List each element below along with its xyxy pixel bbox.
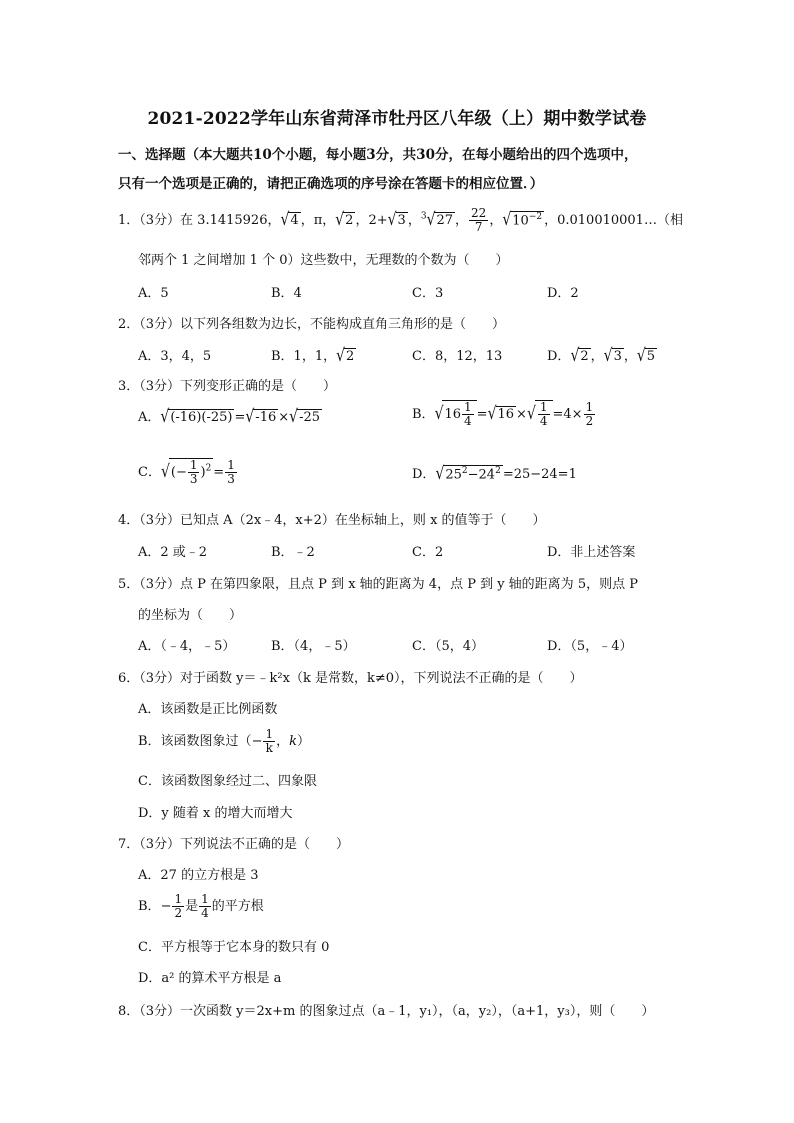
q3-option-d[interactable]: D．$√25^2-24^2 =25-24=1$ [412,464,577,484]
q6-option-b[interactable]: B．该函数图象过（− $\frac{1}{k}$ ，k） [138,727,311,755]
q1-option-b[interactable]: B．4 [271,286,302,301]
q4-option-c[interactable]: C．2 [412,545,444,560]
q7-option-a[interactable]: A．27 的立方根是 3 [138,868,259,883]
q4-option-d[interactable]: D．非上述答案 [547,545,636,560]
question-5-line2: 的坐标为（ ） [138,608,243,623]
question-4: 4．（3分）已知点 A（2x﹣4，x+2）在坐标轴上，则 x 的值等于（ ） [118,513,546,528]
q2-option-c[interactable]: C．8，12，13 [412,349,503,364]
page-title: 2021-2022学年山东省菏泽市牡丹区八年级（上）期中数学试卷 [147,109,647,129]
question-6: 6．（3分）对于函数 y＝﹣k²x（k 是常数，k≠0），下列说法不正确的是（ ） [118,671,583,686]
section-heading-line2: 只有一个选项是正确的，请把正确选项的序号涂在答题卡的相应位置．） [118,176,544,192]
q2-option-b[interactable]: B．1，1，√2 [271,346,355,366]
q4-option-a[interactable]: A．2 或﹣2 [138,545,208,560]
math-sqrt3: √3 [387,210,406,230]
question-5: 5．（3分）点 P 在第四象限，且点 P 到 x 轴的距离为 4，点 P 到 y 轴的距离为 5，则点 P [118,577,638,592]
q5-option-b[interactable]: B．（4，﹣5） [271,639,356,654]
q6-option-d[interactable]: D．y 随着 x 的增大而增大 [138,806,293,821]
q5-option-d[interactable]: D．（5，﹣4） [547,639,633,654]
math-sqrt4: √4 [280,210,299,230]
q5-option-a[interactable]: A．（﹣4，﹣5） [138,639,236,654]
question-8: 8．（3分）一次函数 y＝2x+m 的图象过点（a﹣1，y₁），（a，y₂），（a+1，y₃），则（ ） [118,1004,655,1019]
q5-option-c[interactable]: C．（5，4） [412,639,484,654]
q2-option-d[interactable]: D．√2 ，√3 ，√5 [547,346,656,366]
math-sqrt2: √2 [335,210,354,230]
q6-option-a[interactable]: A．该函数是正比例函数 [138,702,278,717]
section-heading [118,141,678,199]
q7-option-b[interactable]: B．− $\frac{1}{2}$ 是 $\frac{1}{4}$ 的平方根 [138,892,264,920]
question-1-line2: 邻两个 1 之间增加 1 个 0）这些数中，无理数的个数为（ ） [138,253,509,268]
question-1: 1．（3分）在 3.1415926，√4 ，π，√2 ，2+√3 ，$^3$√27 ， $\frac{22}{7}$ ，$√10^{-2}$ ，0.010010001…（相 [118,206,683,234]
q3-option-a[interactable]: A．√(-16)(-25) =√-16 ×√-25 [138,407,320,427]
math-frac-22-7: $\frac{22}{7}$ [471,206,487,234]
q6-option-c[interactable]: C．该函数图象经过二、四象限 [138,774,317,789]
q4-option-b[interactable]: B．﹣2 [271,545,315,560]
q1-option-a[interactable]: A．5 [138,286,169,301]
section-heading-line1: 一、选择题（本大题共10个小题，每小题3分，共30分，在每小题给出的四个选项中， [118,147,638,163]
q7-option-d[interactable]: D．a² 的算术平方根是 a [138,971,282,986]
math-sqrt-10-neg2: $√10^{-2}$ [502,210,543,230]
math-cuberoot27: $^3$√27 [420,210,454,230]
question-7: 7．（3分）下列说法不正确的是（ ） [118,837,350,852]
q7-option-c[interactable]: C．平方根等于它本身的数只有 0 [138,940,330,955]
q3-option-b[interactable]: B．√16 $\frac{1}{4}$ =√16 ×√ $\frac{1}{4}$ =4× $\frac{1}{2}$ [412,400,594,428]
q3-option-c[interactable]: C．√(− $\frac{1}{3}$ )$^2$ = $\frac{1}{3}$ [138,458,235,486]
question-3: 3．（3分）下列变形正确的是（ ） [118,379,337,394]
q1-option-c[interactable]: C．3 [412,286,444,301]
q1-prefix: 1．（3分）在 3.1415926， [118,213,281,228]
q1-option-d[interactable]: D．2 [547,286,579,301]
question-2: 2．（3分）以下列各组数为边长，不能构成直角三角形的是（ ） [118,317,506,332]
q2-option-a[interactable]: A．3，4，5 [138,349,212,364]
q1-tail: 0.010010001…（相 [557,213,683,228]
